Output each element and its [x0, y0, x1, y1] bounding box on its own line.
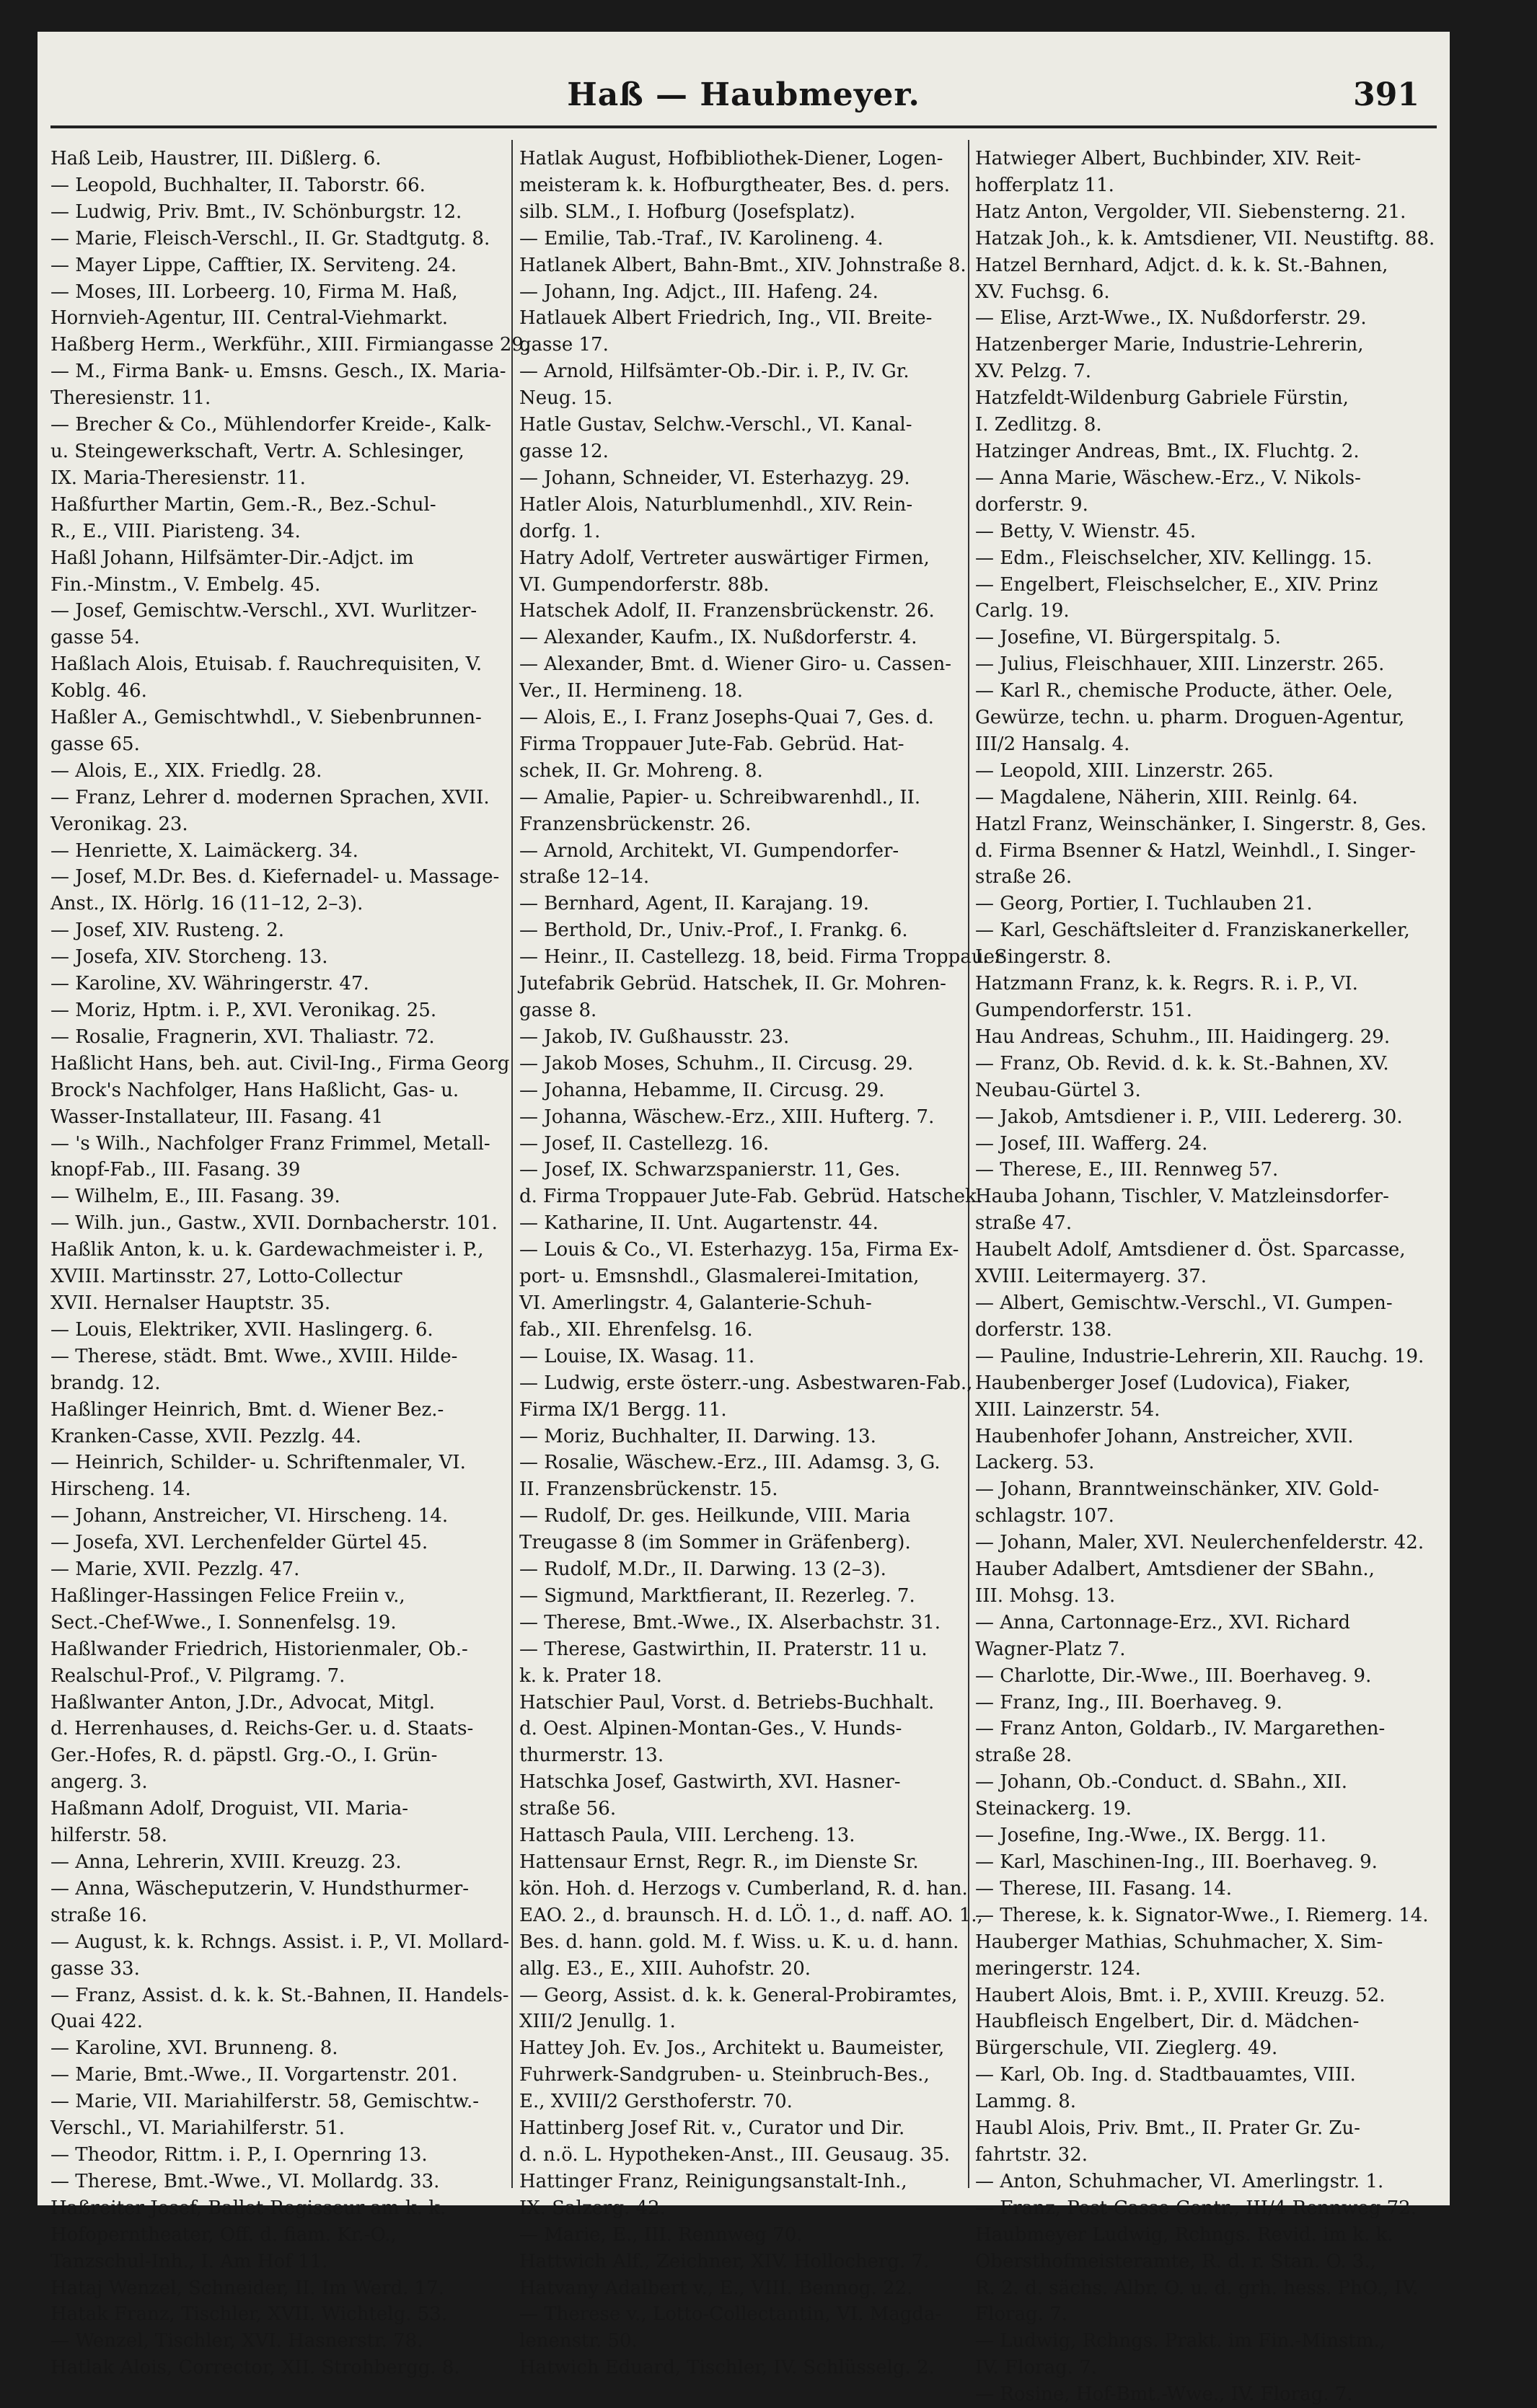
- directory-entry: — Anton, Schuhmacher, VI. Amerlingstr. 1.: [975, 2170, 1384, 2192]
- directory-entry: Jutefabrik Gebrüd. Hatschek, II. Gr. Mohren-: [519, 973, 946, 995]
- directory-entry: Hatle Gustav, Selchw.-Verschl., VI. Kanal-: [519, 414, 912, 436]
- directory-entry: Hatwich Eduard, Tischler, IV. Schlüsselg. 2.: [519, 2357, 935, 2379]
- directory-entry: port- u. Emsnshdl., Glasmalerei-Imitation,: [519, 1266, 920, 1288]
- directory-entry: Haßreiter Josef, Ballet-Regisseur am k. k.: [50, 2197, 446, 2219]
- directory-entry: Hofoperntheater, Off. d. fiam. Kr.-O.,: [50, 2223, 397, 2246]
- directory-entry: Firma IX/1 Bergg. 11.: [519, 1398, 727, 1421]
- directory-entry: Anst., IX. Hörlg. 16 (11–12, 2–3).: [50, 893, 364, 915]
- directory-entry: Lammg. 8.: [975, 2091, 1077, 2113]
- directory-entry: — Anna, Wäscheputzerin, V. Hundsthurmer-: [50, 1877, 470, 1900]
- directory-entry: — Marie, XVII. Pezzlg. 47.: [50, 1558, 300, 1581]
- directory-entry: Carlg. 19.: [975, 600, 1070, 622]
- directory-entry: — Ludwig, erste österr.-ung. Asbestwaren-Fab.,: [519, 1372, 973, 1394]
- directory-entry: R. 2. d. sächs. Albr. O. u. d. grh. hess. PhO., IV.: [975, 2277, 1419, 2299]
- directory-entry: Hatzmann Franz, k. k. Regrs. R. i. P., VI.: [975, 973, 1358, 995]
- directory-entry: Hatzak Joh., k. k. Amtsdiener, VII. Neustiftg. 88.: [975, 227, 1435, 250]
- directory-entry: Hatzenberger Marie, Industrie-Lehrerin,: [975, 334, 1364, 356]
- directory-entry: — Julius, Fleischhauer, XIII. Linzerstr. 265.: [975, 653, 1385, 676]
- directory-entry: — Bernhard, Agent, II. Karajang. 19.: [519, 893, 870, 915]
- directory-entry: — Alois, E., XIX. Friedlg. 28.: [50, 759, 322, 782]
- directory-entry: Haßberg Herm., Werkführ., XIII. Firmiangasse 29.: [50, 334, 530, 356]
- directory-entry: — Alexander, Kaufm., IX. Nußdorferstr. 4.: [519, 627, 917, 649]
- directory-entry: Haßfurther Martin, Gem.-R., Bez.-Schul-: [50, 493, 436, 516]
- directory-entry: Haßler A., Gemischtwhdl., V. Siebenbrunnen-: [50, 707, 482, 729]
- directory-entry: k. k. Prater 18.: [519, 1664, 662, 1687]
- directory-entry: XVII. Hernalser Hauptstr. 35.: [50, 1292, 331, 1314]
- directory-entry: — Therese, Gastwirthin, II. Praterstr. 11 u.: [519, 1638, 928, 1660]
- directory-entry: — Theodor, Rittm. i. P., I. Opernring 13.: [50, 2143, 428, 2166]
- directory-entry: — Ludwig, Rchngs. Prakt. im Fin.-Minstm.,: [975, 2330, 1386, 2352]
- directory-entry: Hauberger Mathias, Schuhmacher, X. Sim-: [975, 1931, 1383, 1953]
- directory-entry: Hatry Adolf, Vertreter auswärtiger Firmen,: [519, 547, 930, 569]
- directory-entry: II. Franzensbrückenstr. 15.: [519, 1478, 778, 1501]
- directory-entry: — Franz, Ob. Revid. d. k. k. St.-Bahnen, XV.: [975, 1052, 1389, 1075]
- directory-entry: Bes. d. hann. gold. M. f. Wiss. u. K. u. d. hann.: [519, 1931, 959, 1953]
- directory-entry: gasse 33.: [50, 1957, 140, 1980]
- directory-entry: — Johanna, Wäschew.-Erz., XIII. Hufterg. 7.: [519, 1106, 935, 1128]
- directory-entry: — Karl, Ob. Ing. d. Stadtbauamtes, VIII.: [975, 2064, 1356, 2086]
- directory-entry: lenenstr. 50.: [519, 2330, 638, 2352]
- directory-entry: Hatlak August, Hofbibliothek-Diener, Logen-: [519, 148, 943, 169]
- directory-entry: — Rosalie, Wäschew.-Erz., III. Adamsg. 3, G.: [519, 1452, 941, 1474]
- directory-entry: — Arnold, Architekt, VI. Gumpendorfer-: [519, 839, 899, 862]
- directory-entry: silb. SLM., I. Hofburg (Josefsplatz).: [519, 200, 856, 223]
- column-3: [975, 146, 1437, 2406]
- directory-entry: Hatschier Paul, Vorst. d. Betriebs-Buchhalt.: [519, 1691, 935, 1714]
- directory-entry: Hatschek Adolf, II. Franzensbrückenstr. 26.: [519, 600, 935, 622]
- directory-entry: Hatzl Franz, Weinschänker, I. Singerstr. 8, Ges.: [975, 813, 1427, 835]
- directory-entry: Hattasch Paula, VIII. Lercheng. 13.: [519, 1825, 855, 1847]
- directory-entry: Hattey Joh. Ev. Jos., Architekt u. Baumeister,: [519, 2037, 945, 2060]
- directory-entry: — 's Wilh., Nachfolger Franz Frimmel, Metall-: [50, 1132, 490, 1155]
- directory-entry: — August, k. k. Rchngs. Assist. i. P., VI. Mollard-: [50, 1931, 510, 1953]
- directory-entry: — Johann, Maler, XVI. Neulerchenfelderstr. 42.: [975, 1532, 1424, 1554]
- directory-entry: — Franz, Ing., III. Boerhaveg. 9.: [975, 1691, 1282, 1714]
- directory-entry: Gumpendorferstr. 151.: [975, 1000, 1192, 1021]
- directory-entry: straße 56.: [519, 1798, 617, 1820]
- directory-entry: — Rudolf, M.Dr., II. Darwing. 13 (2–3).: [519, 1558, 886, 1581]
- directory-entry: — Marie, VII. Mariahilferstr. 58, Gemischtw.-: [50, 2091, 480, 2113]
- directory-entry: — Louis & Co., VI. Esterhazyg. 15a, Firma Ex-: [519, 1239, 959, 1261]
- directory-entry: — Heinr., II. Castellezg. 18, beid. Firma Troppauer: [519, 946, 1004, 969]
- column-1: [50, 146, 530, 2379]
- directory-entry: Hatvany Adalbert v., E., VIII. Bennog. 22.: [519, 2277, 913, 2299]
- directory-entry: — Josef, IX. Schwarzspanierstr. 11, Ges.: [519, 1159, 901, 1181]
- directory-entry: Neubau-Gürtel 3.: [975, 1079, 1141, 1101]
- directory-entry: XVIII. Martinsstr. 27, Lotto-Collectur: [50, 1266, 402, 1288]
- directory-entry: d. Firma Bsenner & Hatzl, Weinhdl., I. Singer-: [975, 839, 1416, 862]
- directory-entry: straße 28.: [975, 1745, 1073, 1767]
- directory-entry: — Brecher & Co., Mühlendorfer Kreide-, Kalk-: [50, 414, 492, 436]
- directory-entry: — Jakob, Amtsdiener i. P., VIII. Ledererg. 30.: [975, 1106, 1403, 1128]
- directory-entry: — Emilie, Tab.-Traf., IV. Karolineng. 4.: [519, 227, 884, 250]
- directory-entry: Haubenberger Josef (Ludovica), Fiaker,: [975, 1372, 1351, 1394]
- directory-entry: Ger.-Hofes, R. d. päpstl. Grg.-O., I. Grün-: [50, 1745, 438, 1767]
- directory-entry: — Karl R., chemische Producte, äther. Oele,: [975, 680, 1393, 702]
- directory-entry: Neug. 15.: [519, 387, 613, 410]
- directory-entry: gasse 65.: [50, 733, 140, 755]
- directory-entry: straße 47.: [975, 1212, 1073, 1235]
- directory-entry: — Engelbert, Fleischselcher, E., XIV. Prinz: [975, 573, 1378, 596]
- directory-entry: — Josefa, XIV. Storcheng. 13.: [50, 946, 328, 969]
- directory-entry: hilferstr. 58.: [50, 1825, 168, 1847]
- page-number: 391: [1353, 76, 1419, 113]
- directory-entry: — Magdalene, Näherin, XIII. Reinlg. 64.: [975, 786, 1358, 808]
- directory-entry: — Therese, Bmt.-Wwe., VI. Mollardg. 33.: [50, 2170, 440, 2192]
- directory-entry: Treugasse 8 (im Sommer in Gräfenberg).: [519, 1532, 911, 1554]
- directory-entry: dorferstr. 9.: [975, 493, 1088, 516]
- directory-entry: Hatlauek Albert Friedrich, Ing., VII. Breite-: [519, 307, 933, 330]
- directory-entry: — Johann, Ob.-Conduct. d. SBahn., XII.: [975, 1771, 1348, 1794]
- directory-entry: Haßlach Alois, Etuisab. f. Rauchrequisiten, V.: [50, 653, 483, 676]
- directory-entry: — Katharine, II. Unt. Augartenstr. 44.: [519, 1212, 878, 1235]
- header-rule: [50, 125, 1437, 128]
- directory-entry: Hattensaur Ernst, Regr. R., im Dienste Sr.: [519, 1851, 919, 1873]
- directory-entry: Theresienstr. 11.: [50, 387, 211, 410]
- directory-entry: — Karl, Maschinen-Ing., III. Boerhaveg. 9.: [975, 1851, 1378, 1873]
- directory-entry: Haßlinger Heinrich, Bmt. d. Wiener Bez.-: [50, 1398, 444, 1421]
- directory-entry: — Johann, Branntweinschänker, XIV. Gold-: [975, 1478, 1380, 1501]
- directory-entry: d. Oest. Alpinen-Montan-Ges., V. Hunds-: [519, 1718, 902, 1740]
- directory-page: [38, 32, 1450, 2406]
- directory-entry: IV. Florag. 7.: [975, 2357, 1097, 2379]
- directory-entry: Franzensbrückenstr. 26.: [519, 813, 752, 835]
- directory-entry: Haubmeyer Ludwig, Rchngs. Revid. im k. k.: [975, 2223, 1393, 2246]
- directory-entry: — Josefine, VI. Bürgerspitalg. 5.: [975, 627, 1281, 649]
- directory-entry: Sect.-Chef-Wwe., I. Sonnenfelsg. 19.: [50, 1611, 397, 1633]
- directory-entry: — Mayer Lippe, Cafftier, IX. Serviteng. 24.: [50, 254, 457, 276]
- directory-entry: Fuhrwerk-Sandgruben- u. Steinbruch-Bes.,: [519, 2064, 930, 2086]
- directory-entry: Haßmann Adolf, Droguist, VII. Maria-: [50, 1798, 409, 1820]
- directory-entry: — Josef, III. Wafferg. 24.: [975, 1132, 1208, 1155]
- directory-entry: — Therese v., Lotto-Collectantin, VI. Magda-: [519, 2303, 942, 2326]
- directory-entry: Haubl Alois, Priv. Bmt., II. Prater Gr. Zu-: [975, 2117, 1360, 2140]
- directory-entry: — Georg, Portier, I. Tuchlauben 21.: [975, 893, 1313, 915]
- directory-entry: — Jakob Moses, Schuhm., II. Circusg. 29.: [519, 1052, 914, 1075]
- directory-entry: — Rudolf, Dr. ges. Heilkunde, VIII. Maria: [519, 1505, 911, 1527]
- directory-entry: — Pauline, Industrie-Lehrerin, XII. Rauchg. 19.: [975, 1345, 1424, 1367]
- directory-entry: — Charlotte, Dir.-Wwe., III. Boerhaveg. 9.: [975, 1664, 1372, 1687]
- directory-entry: — Therese, Bmt.-Wwe., IX. Alserbachstr. 31.: [519, 1611, 941, 1633]
- directory-entry: XIII. Lainzerstr. 54.: [975, 1398, 1161, 1421]
- directory-entry: gasse 54.: [50, 627, 140, 649]
- directory-entry: Hattinger Franz, Reinigungsanstalt-Inh.,: [519, 2170, 907, 2192]
- directory-entry: Hatler Alois, Naturblumenhdl., XIV. Rein-: [519, 493, 913, 516]
- directory-entry: Haßlwander Friedrich, Historienmaler, Ob.-: [50, 1638, 468, 1660]
- directory-entry: — Franz, Post-Casse-Contr., III/4 Rennweg 72.: [975, 2197, 1417, 2219]
- directory-entry: — Louise, IX. Wasag. 11.: [519, 1345, 755, 1367]
- directory-entry: Veronikag. 23.: [50, 813, 188, 835]
- directory-entry: d. Herrenhauses, d. Reichs-Ger. u. d. Staats-: [50, 1718, 474, 1740]
- directory-entry: Hornvieh-Agentur, III. Central-Viehmarkt.: [50, 307, 449, 330]
- directory-entry: schlagstr. 107.: [975, 1505, 1114, 1527]
- directory-entry: Bürgerschule, VII. Zieglerg. 49.: [975, 2037, 1278, 2060]
- directory-entry: fab., XII. Ehrenfelsg. 16.: [519, 1318, 753, 1341]
- directory-entry: R., E., VIII. Piaristeng. 34.: [50, 520, 301, 542]
- directory-entry: Hatwieger Albert, Buchbinder, XIV. Reit-: [975, 148, 1361, 169]
- directory-entry: — Alexander, Bmt. d. Wiener Giro- u. Cassen-: [519, 653, 951, 676]
- directory-entry: — Edm., Fleischselcher, XIV. Kellingg. 15.: [975, 547, 1373, 569]
- directory-entry: — Alois, E., I. Franz Josephs-Quai 7, Ges. d.: [519, 707, 934, 729]
- directory-entry: — Betty, V. Wienstr. 45.: [975, 520, 1197, 542]
- directory-entry: Hattwich Alf., Zeichner, XIV. Hollocherg. 7.: [519, 2250, 930, 2272]
- directory-entry: gasse 8.: [519, 1000, 597, 1021]
- directory-entry: — Moses, III. Lorbeerg. 10, Firma M. Haß,: [50, 281, 458, 303]
- directory-entry: VI. Gumpendorferstr. 88b.: [519, 573, 770, 596]
- directory-entry: — Heinrich, Schilder- u. Schriftenmaler, VI.: [50, 1452, 466, 1474]
- directory-entry: — Therese, E., III. Rennweg 57.: [975, 1159, 1279, 1181]
- directory-entry: Brock's Nachfolger, Hans Haßlicht, Gas- u.: [50, 1079, 459, 1101]
- directory-entry: Hirscheng. 14.: [50, 1478, 191, 1501]
- directory-entry: XV. Fuchsg. 6.: [975, 281, 1110, 303]
- directory-entry: Realschul-Prof., V. Pilgramg. 7.: [50, 1664, 345, 1687]
- directory-entry: Tanzschul-Inh., I. Am Hof 11.: [50, 2250, 328, 2272]
- directory-entry: Haßl Johann, Hilfsämter-Dir.-Adjct. im: [50, 547, 414, 569]
- directory-entry: — Johanna, Hebamme, II. Circusg. 29.: [519, 1079, 885, 1101]
- directory-entry: Haßlik Anton, k. u. k. Gardewachmeister i. P.,: [50, 1239, 484, 1261]
- directory-entry: Haßlwanter Anton, J.Dr., Advocat, Mitgl.: [50, 1691, 436, 1714]
- directory-entry: — Anna, Lehrerin, XVIII. Kreuzg. 23.: [50, 1851, 402, 1873]
- column-2: [519, 146, 1004, 2379]
- directory-entry: — Amalie, Papier- u. Schreibwarenhdl., II.: [519, 786, 921, 808]
- directory-entry: — Marie, Bmt.-Wwe., II. Vorgartenstr. 201.: [50, 2064, 458, 2086]
- directory-entry: Hatlak Alois, Corrector, XII. Strohbergg. 8.: [50, 2357, 460, 2379]
- directory-entry: meisteram k. k. Hofburgtheater, Bes. d. pers.: [519, 174, 950, 196]
- directory-entry: hofferplatz 11.: [975, 174, 1114, 196]
- directory-entry: — Arnold, Hilfsämter-Ob.-Dir. i. P., IV. Gr.: [519, 361, 910, 383]
- directory-entry: I. Zedlitzg. 8.: [975, 414, 1102, 436]
- directory-entry: straße 12–14.: [519, 866, 650, 888]
- directory-entry: — Wilhelm, E., III. Fasang. 39.: [50, 1186, 340, 1208]
- directory-entry: Wagner-Platz 7.: [975, 1638, 1126, 1660]
- directory-entry: Haßlinger-Hassingen Felice Freiin v.,: [50, 1584, 405, 1607]
- directory-entry: Hatzfeldt-Wildenburg Gabriele Fürstin,: [975, 387, 1349, 410]
- directory-entry: — Leopold, XIII. Linzerstr. 265.: [975, 759, 1274, 782]
- page-header: [38, 76, 1450, 127]
- directory-entry: Verschl., VI. Mariahilferstr. 51.: [50, 2117, 345, 2140]
- directory-entry: brandg. 12.: [50, 1372, 161, 1394]
- directory-entry: — M., Firma Bank- u. Emsns. Gesch., IX. Maria-: [50, 361, 506, 383]
- directory-entry: Florag. 7.: [975, 2303, 1067, 2326]
- directory-entry: Gewürze, techn. u. pharm. Droguen-Agentur,: [975, 707, 1405, 729]
- directory-entry: — Karoline, XV. Währingerstr. 47.: [50, 973, 369, 995]
- directory-entry: IX. Maria-Theresienstr. 11.: [50, 467, 306, 489]
- directory-entry: Hatzel Bernhard, Adjct. d. k. k. St.-Bahnen,: [975, 254, 1388, 276]
- directory-entry: — Josef, Gemischtw.-Verschl., XVI. Wurlitzer-: [50, 600, 477, 622]
- directory-entry: — Franz, Lehrer d. modernen Sprachen, XVII.: [50, 786, 490, 808]
- directory-entry: schek, II. Gr. Mohreng. 8.: [519, 759, 763, 782]
- directory-entry: dorferstr. 138.: [975, 1318, 1112, 1341]
- directory-entry: — Rosine, Hof-Bmt.-Wwe., IV. Florag. 7.: [975, 2383, 1353, 2406]
- directory-entry: E., XVIII/2 Gersthoferstr. 70.: [519, 2091, 793, 2113]
- directory-entry: Firma Troppauer Jute-Fab. Gebrüd. Hat-: [519, 733, 904, 755]
- directory-entry: straße 26.: [975, 866, 1073, 888]
- directory-entry: — Johann, Schneider, VI. Esterhazyg. 29.: [519, 467, 910, 489]
- directory-entry: — Sigmund, Marktfierant, II. Rezerleg. 7.: [519, 1584, 915, 1607]
- directory-entry: XIII/2 Jenullg. 1.: [519, 2011, 676, 2033]
- directory-entry: — Rosalie, Fragnerin, XVI. Thaliastr. 72.: [50, 1026, 435, 1048]
- directory-entry: kön. Hoh. d. Herzogs v. Cumberland, R. d. han.: [519, 1877, 968, 1900]
- directory-entry: III. Mohsg. 13.: [975, 1584, 1116, 1607]
- directory-entry: gasse 12.: [519, 440, 609, 462]
- directory-entry: IX. Salzerg. 42.: [519, 2197, 666, 2219]
- directory-entry: — Karl, Geschäftsleiter d. Franziskanerkeller,: [975, 919, 1410, 942]
- directory-entry: — Leopold, Buchhalter, II. Taborstr. 66.: [50, 174, 426, 196]
- directory-entry: — Berthold, Dr., Univ.-Prof., I. Frankg. 6.: [519, 919, 908, 942]
- directory-entry: — Louis, Elektriker, XVII. Haslingerg. 6.: [50, 1318, 433, 1341]
- directory-entry: — Albert, Gemischtw.-Verschl., VI. Gumpen-: [975, 1292, 1393, 1314]
- directory-entry: straße 16.: [50, 1904, 148, 1926]
- directory-entry: Koblg. 46.: [50, 680, 147, 702]
- directory-entry: Haubelt Adolf, Amtsdiener d. Öst. Sparcasse,: [975, 1239, 1406, 1261]
- directory-entry: — Johann, Anstreicher, VI. Hirscheng. 14.: [50, 1505, 449, 1527]
- directory-entry: Hauber Adalbert, Amtsdiener der SBahn.,: [975, 1558, 1375, 1581]
- directory-entry: Hatschka Josef, Gastwirth, XVI. Hasner-: [519, 1771, 901, 1794]
- directory-entry: — Ludwig, Priv. Bmt., IV. Schönburgstr. 12.: [50, 200, 462, 223]
- directory-entry: EAO. 2., d. braunsch. H. d. LÖ. 1., d. naff. AO. 1.,: [519, 1904, 983, 1926]
- directory-entry: Hatak Franz, Tischler, XVII. Wichtelg. 53.: [50, 2303, 448, 2326]
- directory-entry: angerg. 3.: [50, 1771, 148, 1794]
- directory-entry: — Georg, Assist. d. k. k. General-Probiramtes,: [519, 1984, 958, 2006]
- directory-entry: — Franz Anton, Goldarb., IV. Margarethen-: [975, 1718, 1386, 1740]
- directory-entry: — Karoline, XVI. Brunneng. 8.: [50, 2037, 338, 2060]
- directory-entry: — Moriz, Buchhalter, II. Darwing. 13.: [519, 1425, 876, 1447]
- directory-entry: Hauba Johann, Tischler, V. Matzleinsdorfer-: [975, 1186, 1389, 1208]
- directory-entry: — Josef, II. Castellezg. 16.: [519, 1132, 770, 1155]
- directory-entry: Fin.-Minstm., V. Embelg. 45.: [50, 573, 321, 596]
- directory-entry: u. Steingewerkschaft, Vertr. A. Schlesinger,: [50, 440, 464, 462]
- directory-entry: XVIII. Leitermayerg. 37.: [975, 1266, 1207, 1288]
- directory-entry: Kranken-Casse, XVII. Pezzlg. 44.: [50, 1425, 362, 1447]
- directory-entry: I. Singerstr. 8.: [975, 946, 1111, 969]
- directory-entry: dorfg. 1.: [519, 520, 601, 542]
- directory-entry: — Henriette, X. Laimäckerg. 34.: [50, 839, 358, 862]
- directory-entry: — Anna Marie, Wäschew.-Erz., V. Nikols-: [975, 467, 1361, 489]
- directory-entry: d. Firma Troppauer Jute-Fab. Gebrüd. Hatschek.: [519, 1186, 982, 1208]
- directory-entry: Hau Andreas, Schuhm., III. Haidingerg. 29.: [975, 1026, 1391, 1048]
- directory-entry: Hattinberg Josef Rit. v., Curator und Dir.: [519, 2117, 905, 2140]
- directory-entry: Hataj Wenzel, Schneider, II. Im Werd. 17.: [50, 2277, 445, 2299]
- directory-entry: Obersthofmeisteramte, R. d. r. Stan. O. 3.,: [975, 2250, 1376, 2272]
- directory-entry: fahrtstr. 32.: [975, 2143, 1088, 2166]
- directory-entry: — Johann, Ing. Adjct., III. Hafeng. 24.: [519, 281, 878, 303]
- directory-entry: Wasser-Installateur, III. Fasang. 41: [50, 1106, 384, 1128]
- directory-entry: III/2 Hansalg. 4.: [975, 733, 1130, 755]
- directory-entry: — Marie, Fleisch-Verschl., II. Gr. Stadtgutg. 8.: [50, 227, 490, 250]
- directory-entry: d. n.ö. L. Hypotheken-Anst., III. Geusaug. 35.: [519, 2143, 951, 2166]
- directory-entry: — Josefa, XVI. Lerchenfelder Gürtel 45.: [50, 1532, 428, 1554]
- directory-entry: Haubfleisch Engelbert, Dir. d. Mädchen-: [975, 2011, 1360, 2033]
- directory-entry: — Therese, k. k. Signator-Wwe., I. Riemerg. 14.: [975, 1904, 1429, 1926]
- directory-entry: — Anna, Cartonnage-Erz., XVI. Richard: [975, 1611, 1351, 1633]
- directory-entry: Haß Leib, Haustrer, III. Dißlerg. 6.: [50, 148, 382, 169]
- directory-entry: Hatlanek Albert, Bahn-Bmt., XIV. Johnstraße 8.: [519, 254, 966, 276]
- directory-entry: Haubenhofer Johann, Anstreicher, XVII.: [975, 1425, 1354, 1447]
- directory-entry: knopf-Fab., III. Fasang. 39: [50, 1159, 301, 1181]
- directory-entry: Ver., II. Hermineng. 18.: [519, 680, 744, 702]
- directory-entry: — Jakob, IV. Gußhausstr. 23.: [519, 1026, 790, 1048]
- directory-entry: — Marie, E., III. Rennweg 70.: [519, 2223, 803, 2246]
- directory-entry: — Josef, XIV. Rusteng. 2.: [50, 919, 285, 942]
- directory-entry: Haubert Alois, Bmt. i. P., XVIII. Kreuzg. 52.: [975, 1984, 1386, 2006]
- directory-entry: VI. Amerlingstr. 4, Galanterie-Schuh-: [519, 1292, 872, 1314]
- directory-entry: — Moriz, Hptm. i. P., XVI. Veronikag. 25.: [50, 1000, 437, 1021]
- directory-entry: allg. E3., E., XIII. Auhofstr. 20.: [519, 1957, 811, 1980]
- directory-entry: Haßlicht Hans, beh. aut. Civil-Ing., Firma Georg: [50, 1052, 510, 1075]
- directory-entry: thurmerstr. 13.: [519, 1745, 664, 1767]
- directory-entry: XV. Pelzg. 7.: [975, 361, 1091, 383]
- running-title: Haß — Haubmeyer.: [567, 76, 920, 113]
- directory-entry: — Franz, Assist. d. k. k. St.-Bahnen, II. Handels-: [50, 1984, 509, 2006]
- directory-entry: Hatz Anton, Vergolder, VII. Siebensterng. 21.: [975, 200, 1406, 223]
- directory-entry: Quai 422.: [50, 2011, 144, 2033]
- directory-entry: — Therese, städt. Bmt. Wwe., XVIII. Hilde-: [50, 1345, 458, 1367]
- directory-entry: Steinackerg. 19.: [975, 1798, 1132, 1820]
- directory-entry: — Therese, III. Fasang. 14.: [975, 1877, 1233, 1900]
- directory-entry: meringerstr. 124.: [975, 1957, 1141, 1980]
- directory-entry: — Wenzel, Tischler, XVI. Hasnerstr. 78.: [50, 2330, 423, 2352]
- directory-entry: Lackerg. 53.: [975, 1452, 1095, 1474]
- directory-entry: gasse 17.: [519, 334, 609, 356]
- directory-entry: — Wilh. jun., Gastw., XVII. Dornbacherstr. 101.: [50, 1212, 498, 1235]
- directory-entry: — Josefine, Ing.-Wwe., IX. Bergg. 11.: [975, 1825, 1326, 1847]
- directory-entry: — Elise, Arzt-Wwe., IX. Nußdorferstr. 29.: [975, 307, 1367, 330]
- directory-entry: Hatzinger Andreas, Bmt., IX. Fluchtg. 2.: [975, 440, 1360, 462]
- directory-entry: — Josef, M.Dr. Bes. d. Kiefernadel- u. Massage-: [50, 866, 500, 888]
